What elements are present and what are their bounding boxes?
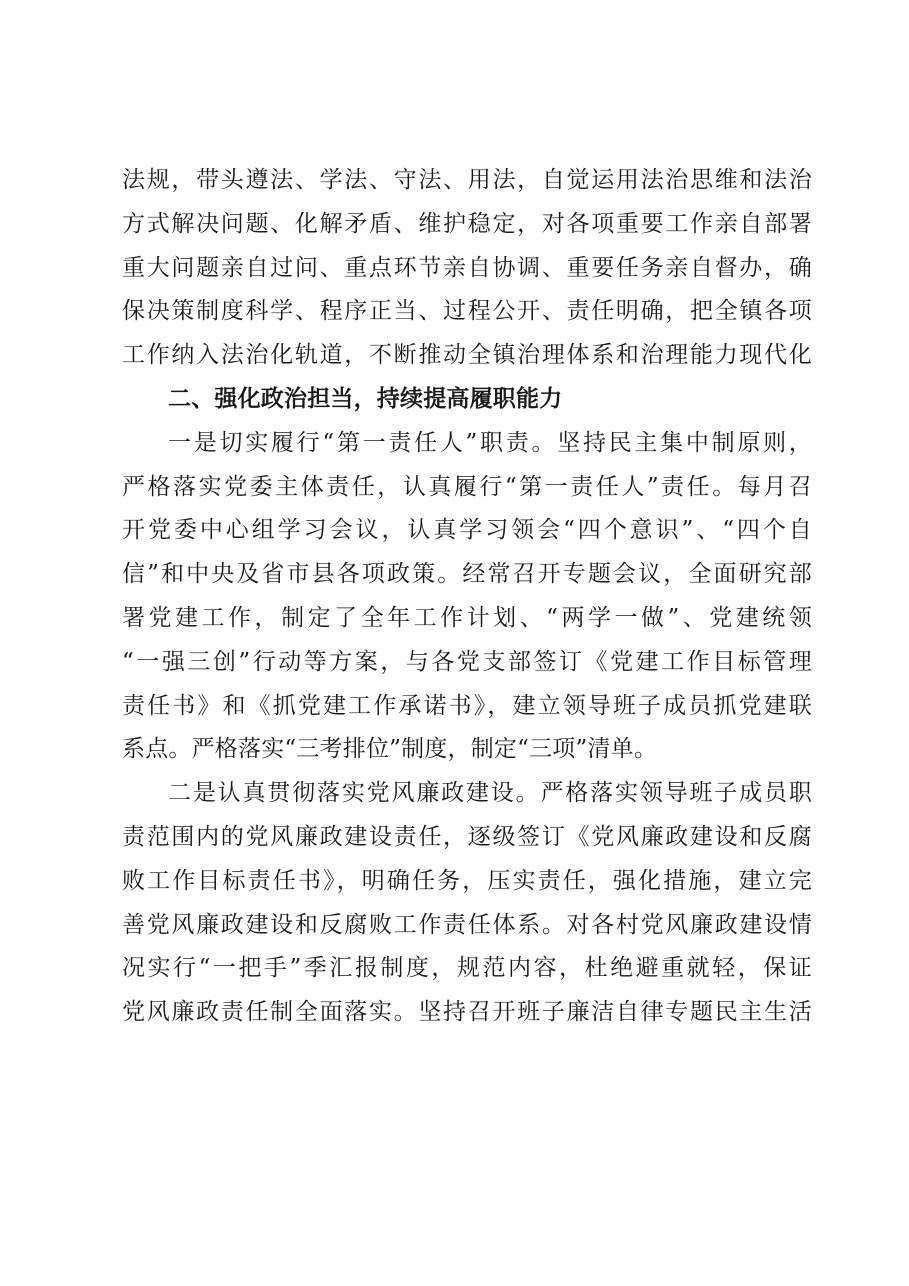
body-line: 署党建工作，制定了全年工作计划、“两学一做”、党建统领 <box>122 604 812 631</box>
paragraph-last-line: 系点。严格落实“三考排位”制度，制定“三项”清单。 <box>122 736 658 763</box>
body-line: 重大问题亲自过问、重点环节亲自协调、重要任务亲自督办，确 <box>122 254 812 281</box>
body-line: “一强三创”行动等方案，与各党支部签订《党建工作目标管理 <box>122 648 812 675</box>
body-line: 严格落实党委主体责任，认真履行“第一责任人”责任。每月召 <box>122 473 812 500</box>
body-line: 责范围内的党风廉政建设责任，逐级签订《党风廉政建设和反腐 <box>122 823 812 850</box>
body-line: 善党风廉政建设和反腐败工作责任体系。对各村党风廉政建设情 <box>122 911 812 938</box>
paragraph-first-line: 二是认真贯彻落实党风廉政建设。严格落实领导班子成员职 <box>168 780 812 807</box>
body-line: 方式解决问题、化解矛盾、维护稳定，对各项重要工作亲自部署 <box>122 210 812 237</box>
body-line: 信”和中央及省市县各项政策。经常召开专题会议，全面研究部 <box>122 561 812 588</box>
body-line: 败工作目标责任书》，明确任务，压实责任，强化措施，建立完 <box>122 867 812 894</box>
body-line: 责任书》和《抓党建工作承诺书》，建立领导班子成员抓党建联 <box>122 692 812 719</box>
body-line: 党风廉政责任制全面落实。坚持召开班子廉洁自律专题民主生活 <box>122 999 812 1026</box>
body-line: 况实行“一把手”季汇报制度，规范内容，杜绝避重就轻，保证 <box>122 955 812 982</box>
section-heading: 二、强化政治担当，持续提高履职能力 <box>168 385 563 412</box>
body-line: 工作纳入法治化轨道，不断推动全镇治理体系和治理能力现代化 <box>122 342 812 369</box>
body-line: 开党委中心组学习会议，认真学习领会“四个意识”、“四个自 <box>122 517 812 544</box>
body-line: 法规，带头遵法、学法、守法、用法，自觉运用法治思维和法治 <box>122 167 812 193</box>
paragraph-first-line: 一是切实履行“第一责任人”职责。坚持民主集中制原则， <box>168 429 812 456</box>
document-body <box>122 159 812 1035</box>
body-line: 保决策制度科学、程序正当、过程公开、责任明确，把全镇各项 <box>122 298 812 325</box>
